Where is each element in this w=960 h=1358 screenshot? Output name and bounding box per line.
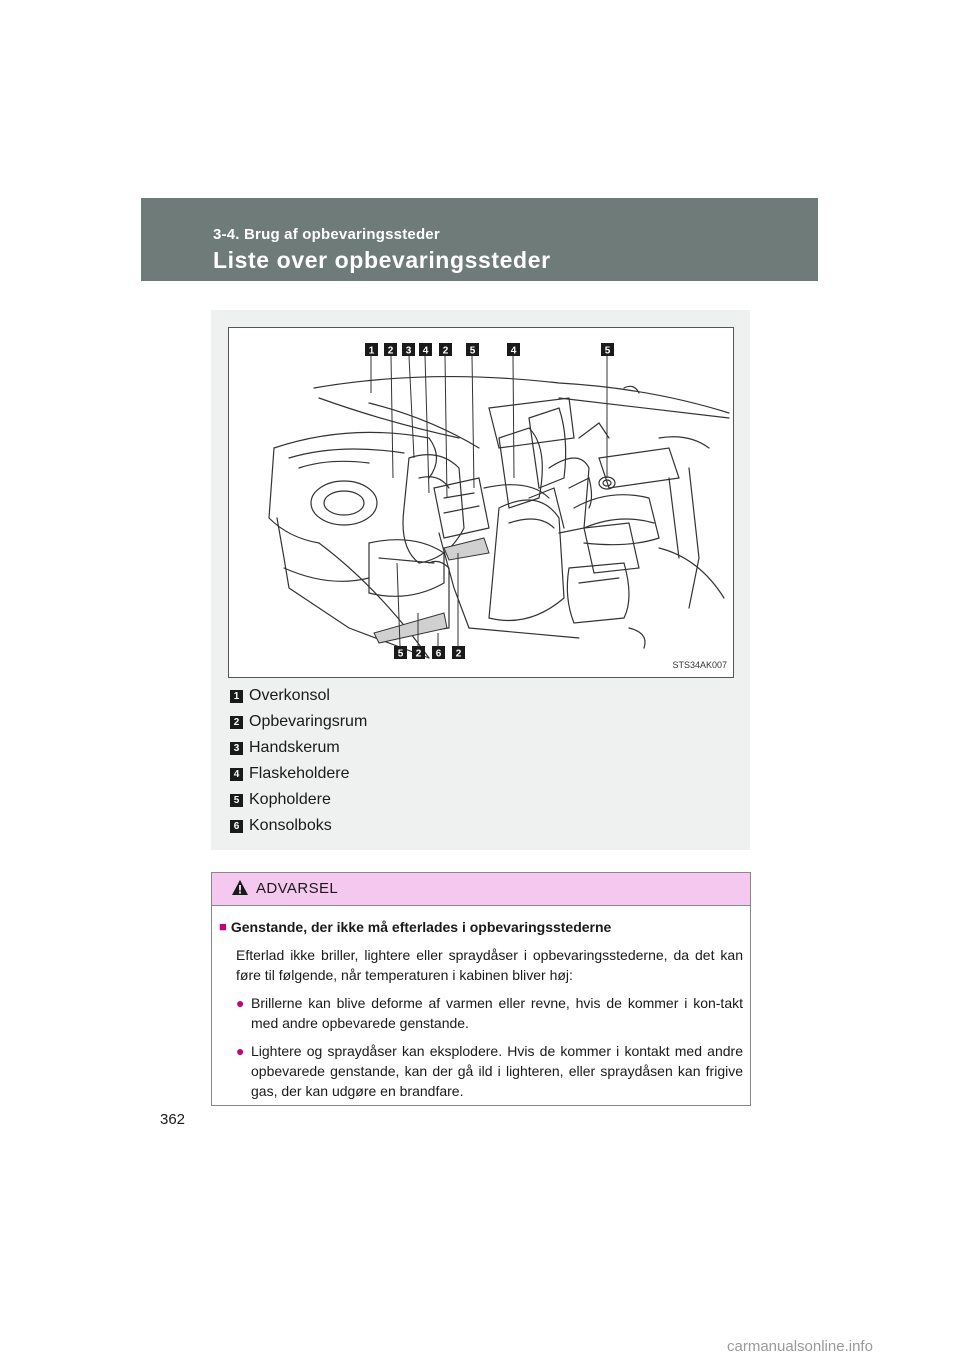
circle-bullet-icon: ● [236,1043,245,1059]
legend-label: Overkonsol [249,687,330,704]
legend-label: Konsolboks [249,817,332,834]
warning-bullet [236,993,743,1033]
legend-number: 4 [230,768,243,781]
legend-item [230,761,367,787]
callout-top-3: 3 [405,345,412,357]
top-callouts [365,343,614,357]
warning-heading-text: Genstande, der ikke må efterlades i opbevaringsstederne [230,919,612,935]
warning-header [212,873,750,906]
square-bullet-icon: ■ [219,919,227,934]
callout-top-1: 1 [368,345,375,357]
section-label: 3-4. Brug af opbevaringssteder [213,226,440,243]
legend-number: 2 [230,716,243,729]
legend-item [230,709,367,735]
legend-label: Handskerum [249,739,340,756]
legend-label: Flaskeholdere [249,765,350,782]
callout-top-6: 5 [469,345,476,357]
legend-number: 5 [230,794,243,807]
warning-bullet-text: Brillerne kan blive deforme af varmen eller revne, hvis de kommer i kon-takt med andre opbevarede genstande. [251,995,743,1031]
callout-bottom-1: 5 [397,648,404,660]
callout-bottom-2: 2 [415,648,422,660]
legend-item [230,813,367,839]
car-interior-illustration [228,327,734,678]
legend-item [230,735,367,761]
legend-number: 1 [230,690,243,703]
bottom-callouts [394,646,465,660]
warning-bullet-text: Lightere og spraydåser kan eksplodere. Hvis de kommer i kontakt med andre opbevarede genstande, kan der gå ild i lighteren, eller spraydåsen kan frigive gas, der kan udgøre en brandfare. [251,1043,743,1099]
legend-item [230,787,367,813]
legend-label: Kopholdere [249,791,331,808]
callout-top-5: 2 [442,345,449,357]
circle-bullet-icon: ● [236,995,245,1011]
callout-bottom-4: 2 [455,648,462,660]
warning-body [212,906,750,1101]
figure-panel [211,310,750,850]
callout-bottom-3: 6 [435,648,442,660]
legend-label: Opbevaringsrum [249,713,368,730]
callout-top-8: 5 [604,345,611,357]
watermark: carmanualsonline.info [727,1338,873,1355]
warning-intro: Efterlad ikke briller, lightere eller spraydåser i opbevaringsstederne, da det kan føre til følgende, når temperaturen i kabinen bliver høj: [236,947,743,983]
figure-code: STS34AK007 [672,660,727,670]
warning-triangle-icon [231,879,249,896]
legend-item [230,683,367,709]
callout-top-4: 4 [422,345,429,357]
car-interior-drawing [229,328,733,677]
warning-heading [219,917,743,937]
legend-number: 3 [230,742,243,755]
warning-title: ADVARSEL [256,880,339,897]
warning-box [211,872,751,1106]
section-header [141,198,818,281]
page-number: 362 [160,1111,186,1128]
legend-list [230,683,367,839]
page-title: Liste over opbevaringssteder [213,247,551,273]
callout-top-7: 4 [510,345,517,357]
legend-number: 6 [230,820,243,833]
warning-bullet [236,1041,743,1101]
callout-top-2: 2 [387,345,394,357]
